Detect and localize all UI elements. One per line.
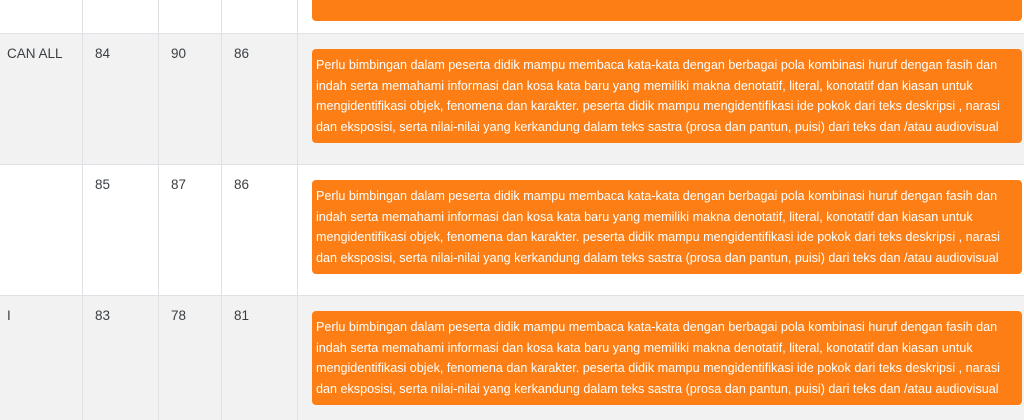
description-cell: [298, 34, 1024, 165]
table-row: [0, 296, 1024, 420]
score-cell: 83: [83, 296, 159, 420]
student-name-cell: I: [0, 296, 83, 420]
score-cell: 86: [222, 34, 298, 165]
score-cell: 86: [222, 165, 298, 296]
student-name-cell: [0, 0, 83, 34]
score-cell: 87: [159, 165, 222, 296]
score-cell: 78: [159, 296, 222, 420]
description-cell: [298, 296, 1024, 420]
description-badge: [312, 0, 1022, 21]
score-cell: 90: [159, 34, 222, 165]
table-row: [0, 34, 1024, 165]
student-name-cell: [0, 165, 83, 296]
score-cell: 85: [83, 165, 159, 296]
description-badge: Perlu bimbingan dalam peserta didik mampu membaca kata-kata dengan berbagai pola kombinasi huruf dengan fasih dan indah serta memahami informasi dan kosa kata baru yang memiliki makna denotatif, literal, konotatif dan kiasan untuk mengidentifikasi objek, fenomena dan karakter. peserta didik mampu mengidentifikasi ide pokok dari teks deskripsi , narasi dan eksposisi, serta nilai-nilai yang kerkandung dalam teks sastra (prosa dan pantun, puisi) dari teks dan /atau audiovisual: [312, 311, 1022, 405]
student-name-cell: CAN ALL: [0, 34, 83, 165]
score-cell: [83, 0, 159, 34]
description-cell: [298, 0, 1024, 34]
score-cell: 84: [83, 34, 159, 165]
score-cell: [222, 0, 298, 34]
score-cell: [159, 0, 222, 34]
table-row: [0, 165, 1024, 296]
description-badge: Perlu bimbingan dalam peserta didik mampu membaca kata-kata dengan berbagai pola kombinasi huruf dengan fasih dan indah serta memahami informasi dan kosa kata baru yang memiliki makna denotatif, literal, konotatif dan kiasan untuk mengidentifikasi objek, fenomena dan karakter. peserta didik mampu mengidentifikasi ide pokok dari teks deskripsi , narasi dan eksposisi, serta nilai-nilai yang kerkandung dalam teks sastra (prosa dan pantun, puisi) dari teks dan /atau audiovisual: [312, 49, 1022, 143]
table-row-cut-top: [0, 0, 1024, 34]
description-badge: Perlu bimbingan dalam peserta didik mampu membaca kata-kata dengan berbagai pola kombinasi huruf dengan fasih dan indah serta memahami informasi dan kosa kata baru yang memiliki makna denotatif, literal, konotatif dan kiasan untuk mengidentifikasi objek, fenomena dan karakter. peserta didik mampu mengidentifikasi ide pokok dari teks deskripsi , narasi dan eksposisi, serta nilai-nilai yang kerkandung dalam teks sastra (prosa dan pantun, puisi) dari teks dan /atau audiovisual: [312, 180, 1022, 274]
description-cell: [298, 165, 1024, 296]
score-cell: 81: [222, 296, 298, 420]
